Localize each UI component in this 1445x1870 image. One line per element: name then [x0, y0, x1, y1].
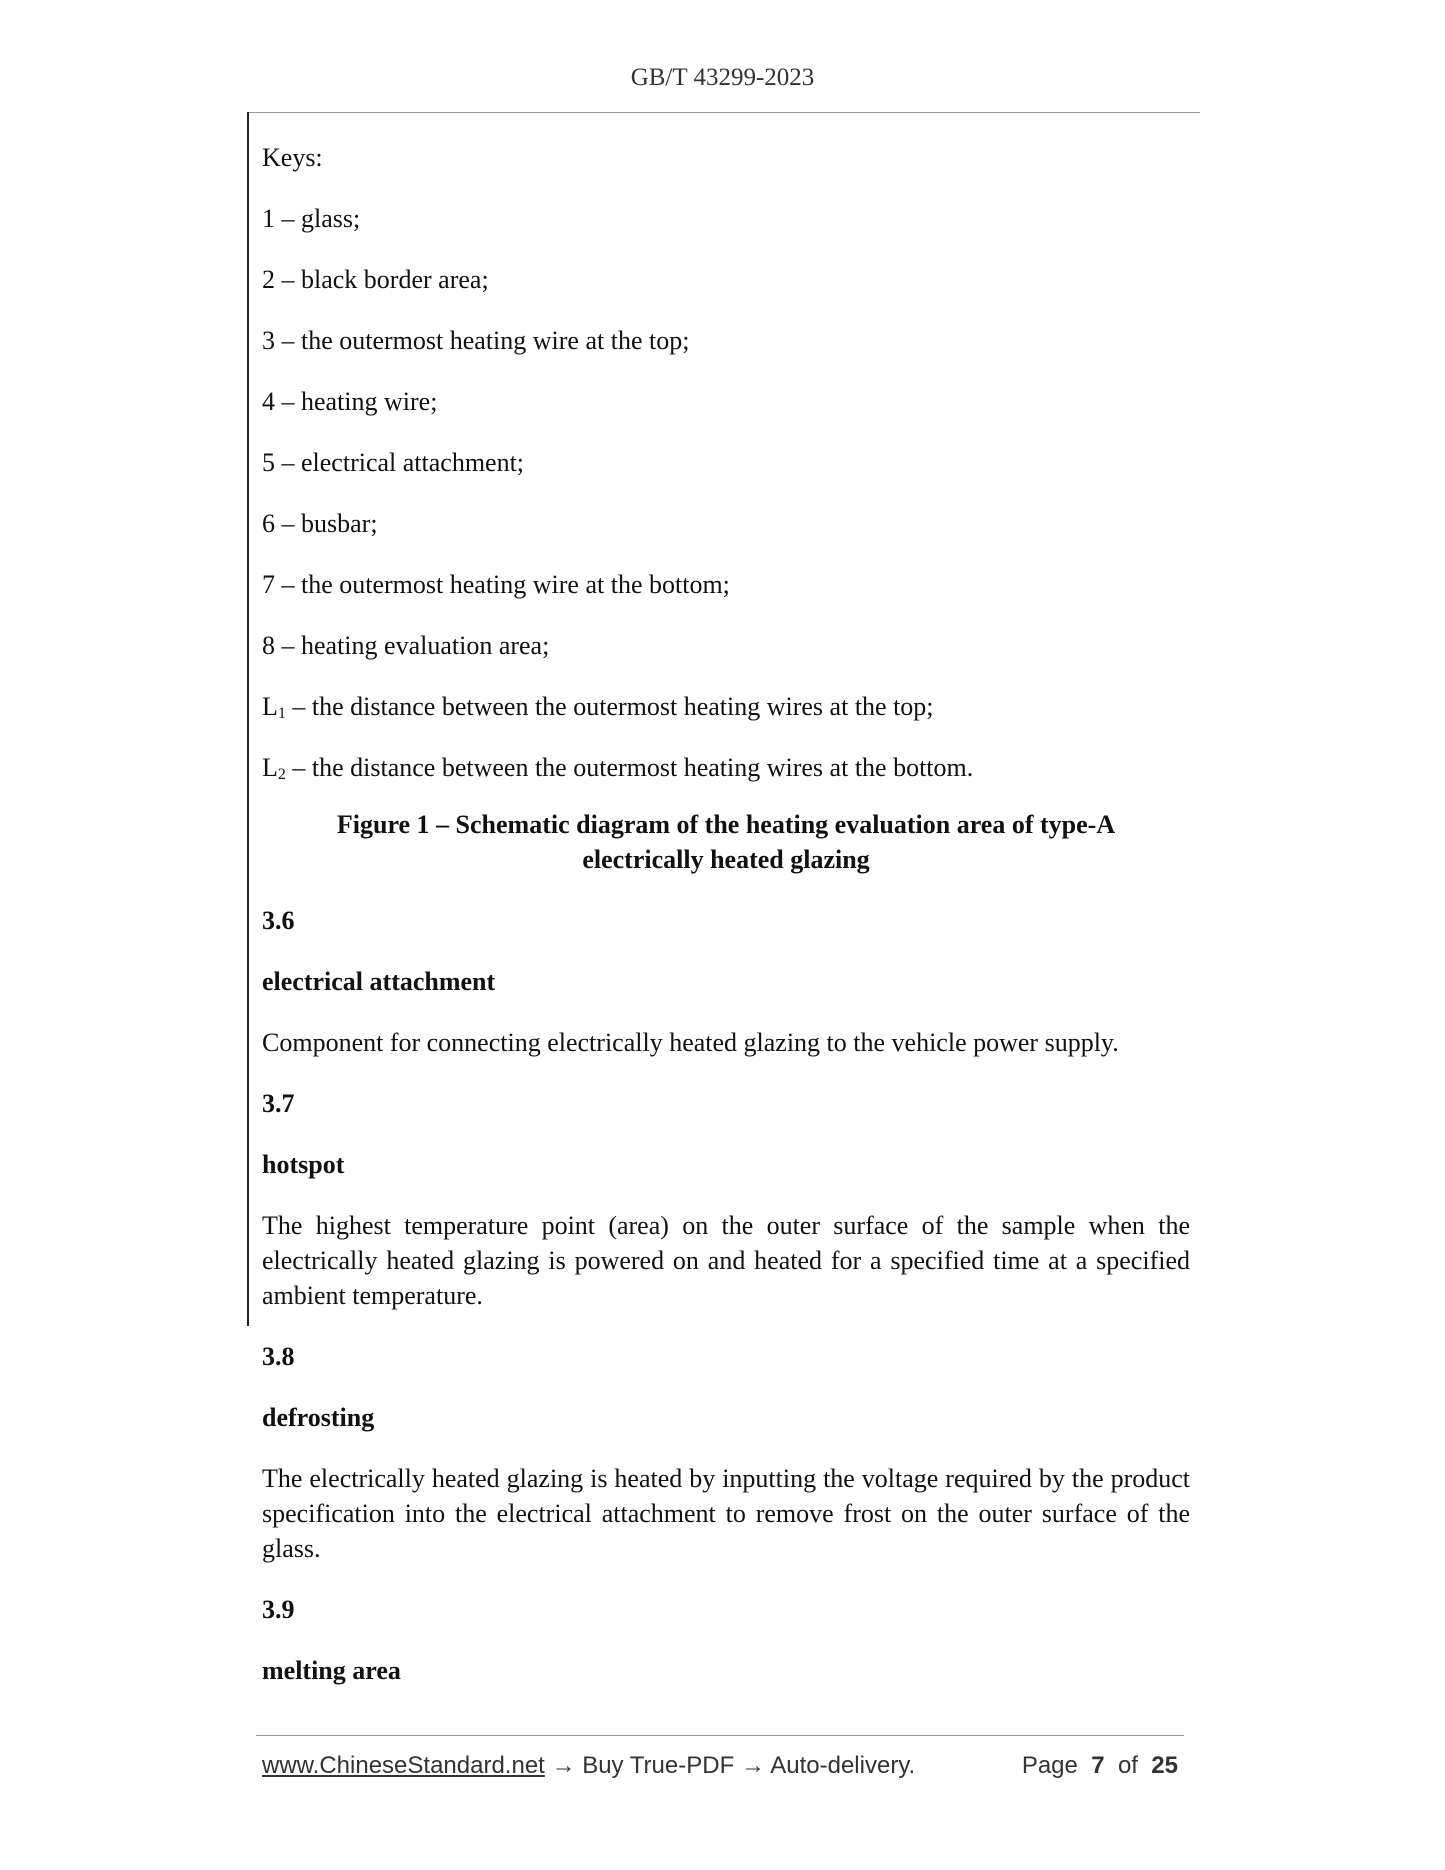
keys-title: Keys: [262, 143, 323, 172]
l1-subscript: 1 [277, 705, 286, 722]
l1-symbol: L [262, 692, 278, 721]
clause-term: defrosting [262, 1403, 375, 1432]
l2-symbol: L [262, 753, 278, 782]
document-header: GB/T 43299-2023 [630, 64, 815, 91]
clause-definition: Component for connecting electrically heated glazing to the vehicle power supply. [262, 1028, 1119, 1057]
figure-caption [262, 807, 1190, 877]
figure-caption-line-1: Figure 1 – Schematic diagram of the heating evaluation area of type-A [336, 810, 1116, 839]
buy-true-pdf-text: Buy True-PDF [582, 1752, 735, 1779]
arrow-right-icon: → [734, 1752, 771, 1779]
key-item: 1 – glass; [262, 204, 361, 233]
header-divider [248, 112, 1200, 113]
figure-caption-line-2: electrically heated glazing [582, 845, 870, 874]
key-item: 6 – busbar; [262, 509, 378, 538]
key-item: 4 – heating wire; [262, 387, 438, 416]
clause-term: electrical attachment [262, 967, 496, 996]
key-item: 3 – the outermost heating wire at the top; [262, 326, 690, 355]
key-item-l2 [262, 750, 1190, 785]
page-content [262, 140, 1190, 1714]
clause-number: 3.8 [262, 1342, 295, 1371]
current-page-number: 7 [1091, 1752, 1105, 1779]
page-indicator [1022, 1752, 1178, 1780]
clause-term: hotspot [262, 1150, 345, 1179]
l2-description: – the distance between the outermost heating wires at the bottom. [285, 753, 974, 782]
l2-subscript: 2 [277, 766, 286, 783]
clause-number: 3.6 [262, 906, 295, 935]
clause-definition: The highest temperature point (area) on the outer surface of the sample when the electrically heated glazing is powered on and heated for a specified time at a specified ambient temperature. [262, 1211, 1190, 1310]
page-label: Page [1021, 1752, 1078, 1779]
clause-number: 3.7 [262, 1089, 295, 1118]
key-item-l1 [262, 689, 1190, 724]
footer-divider [256, 1735, 1184, 1736]
revision-change-bar [247, 112, 249, 1326]
key-item: 8 – heating evaluation area; [262, 631, 550, 660]
arrow-right-icon: → [544, 1752, 583, 1779]
site-link[interactable]: www.ChineseStandard.net [262, 1752, 545, 1779]
total-page-count: 25 [1151, 1752, 1178, 1779]
key-item: 5 – electrical attachment; [262, 448, 525, 477]
auto-delivery-text: Auto-delivery. [770, 1752, 916, 1779]
clause-term: melting area [262, 1656, 401, 1685]
l1-description: – the distance between the outermost heating wires at the top; [285, 692, 934, 721]
clause-number: 3.9 [262, 1595, 295, 1624]
of-label: of [1117, 1752, 1138, 1779]
key-item: 7 – the outermost heating wire at the bottom; [262, 570, 730, 599]
key-item: 2 – black border area; [262, 265, 489, 294]
footer-promo [262, 1752, 915, 1780]
clause-definition: The electrically heated glazing is heated by inputting the voltage required by the product specification into the electrical attachment to remove frost on the outer surface of the glass. [262, 1464, 1190, 1563]
